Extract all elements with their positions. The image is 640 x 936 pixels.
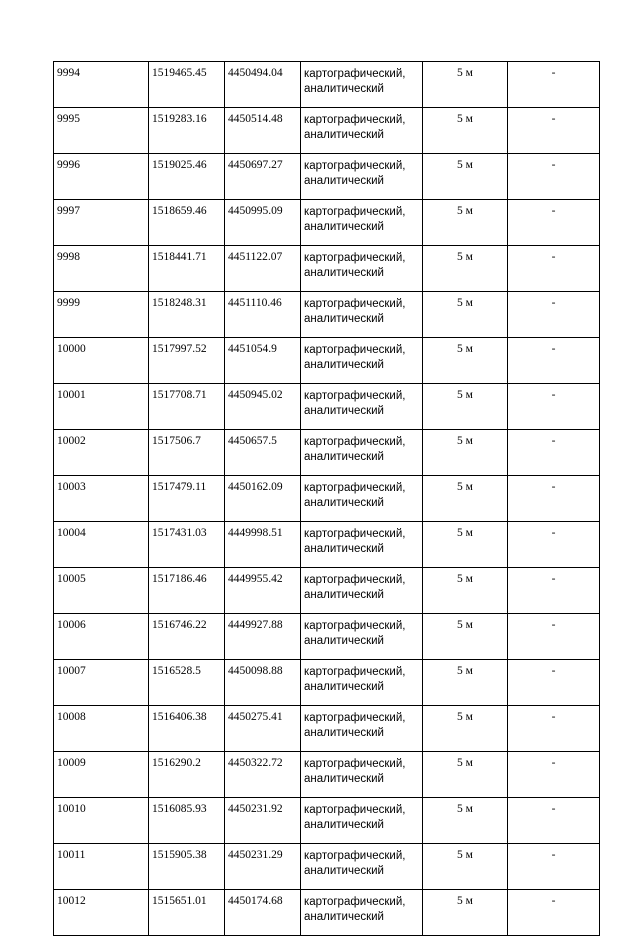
table-row <box>54 844 600 890</box>
point-number-cell: 10001 <box>54 384 149 430</box>
y-coordinate-cell: 4450514.48 <box>225 108 301 154</box>
point-number-cell: 9998 <box>54 246 149 292</box>
note-cell: - <box>508 292 600 338</box>
point-number-cell: 9997 <box>54 200 149 246</box>
note-cell: - <box>508 246 600 292</box>
point-number-cell: 10012 <box>54 890 149 936</box>
method-cell: картографический, аналитический <box>301 430 423 476</box>
point-number-cell: 10011 <box>54 844 149 890</box>
point-number-cell: 10004 <box>54 522 149 568</box>
point-number-cell: 10005 <box>54 568 149 614</box>
note-cell: - <box>508 522 600 568</box>
table-row <box>54 292 600 338</box>
x-coordinate-cell: 1516085.93 <box>149 798 225 844</box>
point-number-cell: 9994 <box>54 62 149 108</box>
table-row <box>54 476 600 522</box>
x-coordinate-cell: 1515905.38 <box>149 844 225 890</box>
y-coordinate-cell: 4450174.68 <box>225 890 301 936</box>
table-row <box>54 62 600 108</box>
accuracy-cell: 5 м <box>423 200 508 246</box>
accuracy-cell: 5 м <box>423 752 508 798</box>
table-row <box>54 430 600 476</box>
y-coordinate-cell: 4450657.5 <box>225 430 301 476</box>
note-cell: - <box>508 476 600 522</box>
x-coordinate-cell: 1517708.71 <box>149 384 225 430</box>
method-cell: картографический, аналитический <box>301 614 423 660</box>
x-coordinate-cell: 1518659.46 <box>149 200 225 246</box>
note-cell: - <box>508 430 600 476</box>
method-cell: картографический, аналитический <box>301 476 423 522</box>
accuracy-cell: 5 м <box>423 706 508 752</box>
y-coordinate-cell: 4451122.07 <box>225 246 301 292</box>
table-row <box>54 752 600 798</box>
method-cell: картографический, аналитический <box>301 246 423 292</box>
x-coordinate-cell: 1519465.45 <box>149 62 225 108</box>
note-cell: - <box>508 844 600 890</box>
point-number-cell: 10006 <box>54 614 149 660</box>
table-row <box>54 246 600 292</box>
accuracy-cell: 5 м <box>423 614 508 660</box>
accuracy-cell: 5 м <box>423 430 508 476</box>
x-coordinate-cell: 1516406.38 <box>149 706 225 752</box>
y-coordinate-cell: 4451110.46 <box>225 292 301 338</box>
accuracy-cell: 5 м <box>423 890 508 936</box>
accuracy-cell: 5 м <box>423 108 508 154</box>
x-coordinate-cell: 1517506.7 <box>149 430 225 476</box>
note-cell: - <box>508 752 600 798</box>
point-number-cell: 10010 <box>54 798 149 844</box>
note-cell: - <box>508 108 600 154</box>
table-row <box>54 154 600 200</box>
x-coordinate-cell: 1519025.46 <box>149 154 225 200</box>
accuracy-cell: 5 м <box>423 568 508 614</box>
table-row <box>54 384 600 430</box>
x-coordinate-cell: 1516290.2 <box>149 752 225 798</box>
accuracy-cell: 5 м <box>423 292 508 338</box>
x-coordinate-cell: 1516746.22 <box>149 614 225 660</box>
y-coordinate-cell: 4450275.41 <box>225 706 301 752</box>
accuracy-cell: 5 м <box>423 798 508 844</box>
y-coordinate-cell: 4449998.51 <box>225 522 301 568</box>
point-number-cell: 10000 <box>54 338 149 384</box>
accuracy-cell: 5 м <box>423 384 508 430</box>
method-cell: картографический, аналитический <box>301 706 423 752</box>
x-coordinate-cell: 1518248.31 <box>149 292 225 338</box>
y-coordinate-cell: 4450945.02 <box>225 384 301 430</box>
method-cell: картографический, аналитический <box>301 890 423 936</box>
x-coordinate-cell: 1517186.46 <box>149 568 225 614</box>
x-coordinate-cell: 1517431.03 <box>149 522 225 568</box>
table-row <box>54 108 600 154</box>
table-row <box>54 660 600 706</box>
note-cell: - <box>508 614 600 660</box>
note-cell: - <box>508 568 600 614</box>
method-cell: картографический, аналитический <box>301 522 423 568</box>
y-coordinate-cell: 4449955.42 <box>225 568 301 614</box>
y-coordinate-cell: 4450995.09 <box>225 200 301 246</box>
note-cell: - <box>508 200 600 246</box>
y-coordinate-cell: 4450231.29 <box>225 844 301 890</box>
table-row <box>54 568 600 614</box>
accuracy-cell: 5 м <box>423 338 508 384</box>
coordinates-table-body <box>54 62 600 936</box>
y-coordinate-cell: 4450697.27 <box>225 154 301 200</box>
accuracy-cell: 5 м <box>423 62 508 108</box>
y-coordinate-cell: 4450162.09 <box>225 476 301 522</box>
table-row <box>54 338 600 384</box>
method-cell: картографический, аналитический <box>301 752 423 798</box>
y-coordinate-cell: 4450098.88 <box>225 660 301 706</box>
method-cell: картографический, аналитический <box>301 660 423 706</box>
point-number-cell: 10008 <box>54 706 149 752</box>
y-coordinate-cell: 4450322.72 <box>225 752 301 798</box>
accuracy-cell: 5 м <box>423 844 508 890</box>
point-number-cell: 9995 <box>54 108 149 154</box>
point-number-cell: 10002 <box>54 430 149 476</box>
accuracy-cell: 5 м <box>423 154 508 200</box>
method-cell: картографический, аналитический <box>301 200 423 246</box>
note-cell: - <box>508 798 600 844</box>
note-cell: - <box>508 384 600 430</box>
method-cell: картографический, аналитический <box>301 62 423 108</box>
y-coordinate-cell: 4450494.04 <box>225 62 301 108</box>
note-cell: - <box>508 62 600 108</box>
x-coordinate-cell: 1518441.71 <box>149 246 225 292</box>
y-coordinate-cell: 4449927.88 <box>225 614 301 660</box>
point-number-cell: 9999 <box>54 292 149 338</box>
y-coordinate-cell: 4451054.9 <box>225 338 301 384</box>
note-cell: - <box>508 154 600 200</box>
note-cell: - <box>508 706 600 752</box>
table-row <box>54 614 600 660</box>
method-cell: картографический, аналитический <box>301 798 423 844</box>
x-coordinate-cell: 1519283.16 <box>149 108 225 154</box>
table-row <box>54 200 600 246</box>
accuracy-cell: 5 м <box>423 246 508 292</box>
method-cell: картографический, аналитический <box>301 338 423 384</box>
x-coordinate-cell: 1517997.52 <box>149 338 225 384</box>
accuracy-cell: 5 м <box>423 476 508 522</box>
x-coordinate-cell: 1515651.01 <box>149 890 225 936</box>
accuracy-cell: 5 м <box>423 660 508 706</box>
table-row <box>54 798 600 844</box>
table-row <box>54 706 600 752</box>
method-cell: картографический, аналитический <box>301 844 423 890</box>
x-coordinate-cell: 1517479.11 <box>149 476 225 522</box>
accuracy-cell: 5 м <box>423 522 508 568</box>
coordinates-table <box>53 61 600 936</box>
table-row <box>54 522 600 568</box>
point-number-cell: 10009 <box>54 752 149 798</box>
note-cell: - <box>508 890 600 936</box>
note-cell: - <box>508 338 600 384</box>
method-cell: картографический, аналитический <box>301 154 423 200</box>
method-cell: картографический, аналитический <box>301 384 423 430</box>
point-number-cell: 9996 <box>54 154 149 200</box>
note-cell: - <box>508 660 600 706</box>
method-cell: картографический, аналитический <box>301 292 423 338</box>
point-number-cell: 10003 <box>54 476 149 522</box>
point-number-cell: 10007 <box>54 660 149 706</box>
x-coordinate-cell: 1516528.5 <box>149 660 225 706</box>
y-coordinate-cell: 4450231.92 <box>225 798 301 844</box>
method-cell: картографический, аналитический <box>301 108 423 154</box>
table-row <box>54 890 600 936</box>
method-cell: картографический, аналитический <box>301 568 423 614</box>
